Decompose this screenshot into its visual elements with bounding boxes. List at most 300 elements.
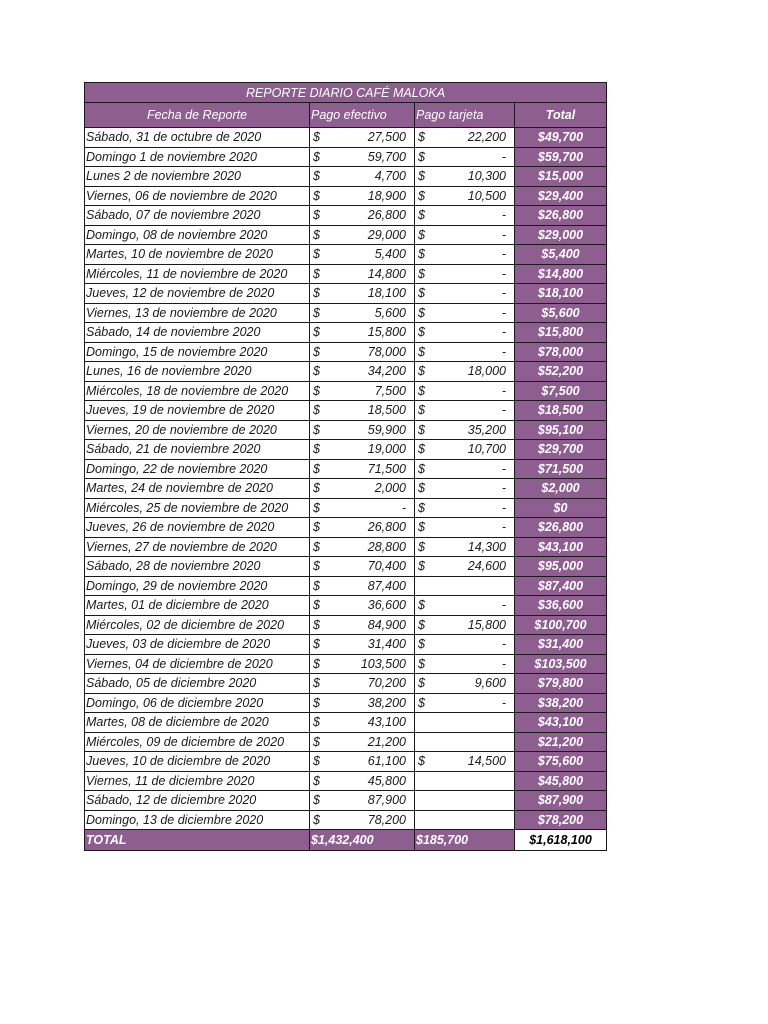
- row-card: [415, 791, 515, 811]
- currency-symbol: $: [418, 188, 425, 203]
- row-cash: [310, 479, 415, 499]
- row-cash-amount: 70,200: [367, 676, 406, 691]
- row-cash-amount: 38,200: [367, 695, 406, 710]
- row-card: [415, 732, 515, 752]
- row-date: Domingo, 22 de noviembre 2020: [85, 459, 310, 479]
- row-card-amount: 10,300: [467, 169, 506, 184]
- currency-symbol: $: [313, 539, 320, 554]
- row-card: [415, 128, 515, 148]
- row-cash-amount: 7,500: [374, 383, 406, 398]
- row-date: Martes, 01 de diciembre de 2020: [85, 596, 310, 616]
- table-row: [85, 654, 607, 674]
- row-card: [415, 206, 515, 226]
- row-total: $14,800: [515, 264, 607, 284]
- row-cash-amount: 18,500: [367, 403, 406, 418]
- row-date: Martes, 08 de diciembre de 2020: [85, 713, 310, 733]
- currency-symbol: $: [418, 325, 425, 340]
- row-card-amount: -: [501, 637, 506, 652]
- row-card: [415, 654, 515, 674]
- row-card-amount: -: [501, 149, 506, 164]
- currency-symbol: $: [418, 364, 425, 379]
- currency-symbol: $: [418, 656, 425, 671]
- currency-symbol: $: [418, 617, 425, 632]
- row-date: Lunes 2 de noviembre 2020: [85, 167, 310, 187]
- row-cash: [310, 518, 415, 538]
- row-cash: [310, 459, 415, 479]
- row-total: $75,600: [515, 752, 607, 772]
- row-cash: [310, 752, 415, 772]
- row-card: [415, 498, 515, 518]
- row-total: $43,100: [515, 713, 607, 733]
- table-row: [85, 693, 607, 713]
- row-cash-amount: -: [401, 500, 406, 515]
- currency-symbol: $: [418, 754, 425, 769]
- row-cash-amount: 78,200: [367, 812, 406, 827]
- row-cash: [310, 810, 415, 830]
- grand-total: $1,618,100: [515, 830, 607, 851]
- currency-symbol: $: [418, 676, 425, 691]
- table-row: [85, 225, 607, 245]
- row-card-amount: -: [501, 383, 506, 398]
- header-total: Total: [515, 103, 607, 128]
- row-card: [415, 479, 515, 499]
- row-total: $36,600: [515, 596, 607, 616]
- row-total: $78,000: [515, 342, 607, 362]
- row-date: Viernes, 06 de noviembre de 2020: [85, 186, 310, 206]
- row-total: $29,700: [515, 440, 607, 460]
- column-header-row: [85, 103, 607, 128]
- row-cash-amount: 59,700: [367, 149, 406, 164]
- row-card: [415, 342, 515, 362]
- row-cash: [310, 303, 415, 323]
- currency-symbol: $: [313, 286, 320, 301]
- row-total: $5,600: [515, 303, 607, 323]
- row-cash-amount: 15,800: [367, 325, 406, 340]
- row-card: [415, 713, 515, 733]
- currency-symbol: $: [313, 422, 320, 437]
- row-total: $100,700: [515, 615, 607, 635]
- row-card: [415, 186, 515, 206]
- row-date: Martes, 24 de noviembre de 2020: [85, 479, 310, 499]
- currency-symbol: $: [313, 364, 320, 379]
- row-cash: [310, 596, 415, 616]
- row-card-amount: 22,200: [467, 130, 506, 145]
- row-cash-amount: 21,200: [367, 734, 406, 749]
- row-cash-amount: 84,900: [367, 617, 406, 632]
- row-cash-amount: 2,000: [374, 481, 406, 496]
- row-card: [415, 518, 515, 538]
- row-cash: [310, 498, 415, 518]
- row-date: Jueves, 10 de diciembre de 2020: [85, 752, 310, 772]
- row-date: Miércoles, 25 de noviembre de 2020: [85, 498, 310, 518]
- row-cash: [310, 264, 415, 284]
- table-row: [85, 167, 607, 187]
- row-card-amount: -: [501, 520, 506, 535]
- table-row: [85, 810, 607, 830]
- row-cash-amount: 59,900: [367, 422, 406, 437]
- row-cash-amount: 87,400: [367, 578, 406, 593]
- currency-symbol: $: [418, 500, 425, 515]
- row-card-amount: 10,500: [467, 188, 506, 203]
- header-cash: Pago efectivo: [310, 103, 415, 128]
- currency-symbol: $: [313, 305, 320, 320]
- row-card-amount: 15,800: [467, 617, 506, 632]
- row-card-amount: -: [501, 461, 506, 476]
- currency-symbol: $: [313, 695, 320, 710]
- currency-symbol: $: [313, 812, 320, 827]
- currency-symbol: $: [313, 325, 320, 340]
- row-date: Miércoles, 09 de diciembre de 2020: [85, 732, 310, 752]
- table-row: [85, 303, 607, 323]
- row-date: Viernes, 27 de noviembre de 2020: [85, 537, 310, 557]
- currency-symbol: $: [418, 149, 425, 164]
- row-cash: [310, 732, 415, 752]
- table-row: [85, 420, 607, 440]
- row-total: $38,200: [515, 693, 607, 713]
- row-total: $29,000: [515, 225, 607, 245]
- table-row: [85, 381, 607, 401]
- report-title-row: [85, 83, 607, 103]
- row-date: Viernes, 13 de noviembre de 2020: [85, 303, 310, 323]
- currency-symbol: $: [313, 676, 320, 691]
- row-cash-amount: 103,500: [360, 656, 406, 671]
- row-card-amount: -: [501, 286, 506, 301]
- row-cash-amount: 70,400: [367, 559, 406, 574]
- currency-symbol: $: [418, 305, 425, 320]
- table-row: [85, 342, 607, 362]
- currency-symbol: $: [313, 188, 320, 203]
- row-total: $26,800: [515, 206, 607, 226]
- currency-symbol: $: [313, 481, 320, 496]
- row-date: Sábado, 14 de noviembre 2020: [85, 323, 310, 343]
- row-card-amount: -: [501, 247, 506, 262]
- row-cash: [310, 791, 415, 811]
- table-row: [85, 147, 607, 167]
- row-date: Miércoles, 18 de noviembre de 2020: [85, 381, 310, 401]
- row-date: Jueves, 12 de noviembre de 2020: [85, 284, 310, 304]
- row-card: [415, 635, 515, 655]
- row-card-amount: -: [501, 481, 506, 496]
- row-total: $18,100: [515, 284, 607, 304]
- row-date: Viernes, 04 de diciembre de 2020: [85, 654, 310, 674]
- row-cash-amount: 43,100: [367, 715, 406, 730]
- currency-symbol: $: [313, 403, 320, 418]
- row-card: [415, 303, 515, 323]
- header-date: Fecha de Reporte: [85, 103, 310, 128]
- row-cash-amount: 61,100: [367, 754, 406, 769]
- table-row: [85, 732, 607, 752]
- row-date: Sábado, 31 de octubre de 2020: [85, 128, 310, 148]
- row-card-amount: -: [501, 266, 506, 281]
- row-date: Sábado, 28 de noviembre 2020: [85, 557, 310, 577]
- table-row: [85, 752, 607, 772]
- row-total: $26,800: [515, 518, 607, 538]
- row-total: $103,500: [515, 654, 607, 674]
- currency-symbol: $: [418, 169, 425, 184]
- row-card: [415, 537, 515, 557]
- row-cash: [310, 128, 415, 148]
- table-row: [85, 245, 607, 265]
- row-card: [415, 362, 515, 382]
- row-card-amount: -: [501, 403, 506, 418]
- row-total: $2,000: [515, 479, 607, 499]
- row-card-amount: 18,000: [467, 364, 506, 379]
- row-total: $29,400: [515, 186, 607, 206]
- currency-symbol: $: [418, 208, 425, 223]
- row-cash: [310, 674, 415, 694]
- currency-symbol: $: [313, 578, 320, 593]
- row-cash: [310, 225, 415, 245]
- row-card: [415, 674, 515, 694]
- report-body: [85, 128, 607, 830]
- currency-symbol: $: [418, 383, 425, 398]
- currency-symbol: $: [418, 559, 425, 574]
- totals-cash: $1,432,400: [310, 830, 415, 851]
- row-cash-amount: 4,700: [374, 169, 406, 184]
- row-date: Domingo, 13 de diciembre 2020: [85, 810, 310, 830]
- row-card: [415, 147, 515, 167]
- row-cash-amount: 26,800: [367, 208, 406, 223]
- row-cash-amount: 34,200: [367, 364, 406, 379]
- row-total: $52,200: [515, 362, 607, 382]
- currency-symbol: $: [313, 208, 320, 223]
- row-card-amount: -: [501, 325, 506, 340]
- row-card: [415, 381, 515, 401]
- row-total: $21,200: [515, 732, 607, 752]
- currency-symbol: $: [313, 461, 320, 476]
- row-cash-amount: 14,800: [367, 266, 406, 281]
- row-total: $0: [515, 498, 607, 518]
- table-row: [85, 518, 607, 538]
- row-cash: [310, 420, 415, 440]
- row-card: [415, 459, 515, 479]
- table-row: [85, 537, 607, 557]
- row-card: [415, 557, 515, 577]
- table-row: [85, 323, 607, 343]
- row-total: $45,800: [515, 771, 607, 791]
- row-card-amount: -: [501, 500, 506, 515]
- row-cash: [310, 206, 415, 226]
- row-cash: [310, 537, 415, 557]
- report-title: REPORTE DIARIO CAFÉ MALOKA: [85, 83, 607, 103]
- daily-report-table: [84, 82, 607, 851]
- currency-symbol: $: [313, 734, 320, 749]
- table-row: [85, 479, 607, 499]
- totals-label: TOTAL: [85, 830, 310, 851]
- row-card-amount: -: [501, 656, 506, 671]
- row-date: Lunes, 16 de noviembre 2020: [85, 362, 310, 382]
- row-card: [415, 810, 515, 830]
- currency-symbol: $: [418, 247, 425, 262]
- currency-symbol: $: [418, 266, 425, 281]
- row-total: $31,400: [515, 635, 607, 655]
- row-date: Domingo, 29 de noviembre 2020: [85, 576, 310, 596]
- row-card: [415, 323, 515, 343]
- row-card-amount: -: [501, 695, 506, 710]
- row-total: $5,400: [515, 245, 607, 265]
- row-card: [415, 440, 515, 460]
- table-row: [85, 596, 607, 616]
- table-row: [85, 557, 607, 577]
- row-cash-amount: 5,400: [374, 247, 406, 262]
- table-row: [85, 771, 607, 791]
- row-card: [415, 771, 515, 791]
- row-date: Viernes, 20 de noviembre de 2020: [85, 420, 310, 440]
- row-date: Domingo, 06 de diciembre 2020: [85, 693, 310, 713]
- currency-symbol: $: [418, 520, 425, 535]
- row-card-amount: 10,700: [467, 442, 506, 457]
- table-row: [85, 791, 607, 811]
- row-cash-amount: 18,900: [367, 188, 406, 203]
- currency-symbol: $: [313, 500, 320, 515]
- row-date: Jueves, 03 de diciembre de 2020: [85, 635, 310, 655]
- row-card: [415, 752, 515, 772]
- currency-symbol: $: [313, 149, 320, 164]
- row-cash: [310, 186, 415, 206]
- row-card: [415, 284, 515, 304]
- row-date: Sábado, 05 de diciembre 2020: [85, 674, 310, 694]
- row-cash: [310, 440, 415, 460]
- row-date: Jueves, 19 de noviembre de 2020: [85, 401, 310, 421]
- row-card: [415, 401, 515, 421]
- row-cash: [310, 245, 415, 265]
- currency-symbol: $: [313, 169, 320, 184]
- row-total: $87,400: [515, 576, 607, 596]
- table-row: [85, 615, 607, 635]
- totals-card: $185,700: [415, 830, 515, 851]
- row-date: Domingo, 15 de noviembre 2020: [85, 342, 310, 362]
- row-card: [415, 245, 515, 265]
- table-row: [85, 206, 607, 226]
- table-row: [85, 284, 607, 304]
- currency-symbol: $: [313, 266, 320, 281]
- header-card: Pago tarjeta: [415, 103, 515, 128]
- row-card: [415, 225, 515, 245]
- currency-symbol: $: [418, 637, 425, 652]
- row-total: $15,000: [515, 167, 607, 187]
- currency-symbol: $: [313, 598, 320, 613]
- totals-row: [85, 830, 607, 851]
- row-card-amount: -: [501, 598, 506, 613]
- table-row: [85, 635, 607, 655]
- currency-symbol: $: [418, 539, 425, 554]
- currency-symbol: $: [313, 656, 320, 671]
- table-row: [85, 713, 607, 733]
- row-card-amount: 24,600: [467, 559, 506, 574]
- row-date: Miércoles, 11 de noviembre de 2020: [85, 264, 310, 284]
- row-cash: [310, 771, 415, 791]
- row-card-amount: -: [501, 208, 506, 223]
- currency-symbol: $: [313, 715, 320, 730]
- currency-symbol: $: [418, 286, 425, 301]
- row-card-amount: -: [501, 305, 506, 320]
- row-cash-amount: 31,400: [367, 637, 406, 652]
- table-row: [85, 401, 607, 421]
- currency-symbol: $: [313, 442, 320, 457]
- currency-symbol: $: [418, 344, 425, 359]
- row-cash: [310, 654, 415, 674]
- row-cash-amount: 27,500: [367, 130, 406, 145]
- row-total: $87,900: [515, 791, 607, 811]
- currency-symbol: $: [418, 461, 425, 476]
- currency-symbol: $: [418, 403, 425, 418]
- row-card-amount: 14,300: [467, 539, 506, 554]
- table-row: [85, 576, 607, 596]
- row-date: Martes, 10 de noviembre de 2020: [85, 245, 310, 265]
- row-total: $18,500: [515, 401, 607, 421]
- row-card: [415, 596, 515, 616]
- row-cash-amount: 19,000: [367, 442, 406, 457]
- row-cash: [310, 693, 415, 713]
- table-row: [85, 128, 607, 148]
- row-cash-amount: 36,600: [367, 598, 406, 613]
- currency-symbol: $: [313, 383, 320, 398]
- currency-symbol: $: [313, 754, 320, 769]
- row-card-amount: 14,500: [467, 754, 506, 769]
- row-cash: [310, 362, 415, 382]
- row-total: $79,800: [515, 674, 607, 694]
- currency-symbol: $: [313, 637, 320, 652]
- row-cash-amount: 78,000: [367, 344, 406, 359]
- row-cash: [310, 167, 415, 187]
- currency-symbol: $: [418, 227, 425, 242]
- row-cash: [310, 147, 415, 167]
- row-total: $43,100: [515, 537, 607, 557]
- currency-symbol: $: [313, 559, 320, 574]
- row-card: [415, 693, 515, 713]
- row-date: Miércoles, 02 de diciembre de 2020: [85, 615, 310, 635]
- row-date: Viernes, 11 de diciembre 2020: [85, 771, 310, 791]
- row-cash-amount: 18,100: [367, 286, 406, 301]
- currency-symbol: $: [418, 130, 425, 145]
- row-cash: [310, 401, 415, 421]
- row-date: Jueves, 26 de noviembre de 2020: [85, 518, 310, 538]
- table-row: [85, 674, 607, 694]
- row-cash: [310, 381, 415, 401]
- table-row: [85, 498, 607, 518]
- row-total: $95,000: [515, 557, 607, 577]
- currency-symbol: $: [418, 695, 425, 710]
- row-total: $15,800: [515, 323, 607, 343]
- currency-symbol: $: [313, 247, 320, 262]
- currency-symbol: $: [313, 130, 320, 145]
- row-date: Domingo 1 de noviembre 2020: [85, 147, 310, 167]
- currency-symbol: $: [418, 442, 425, 457]
- currency-symbol: $: [313, 793, 320, 808]
- currency-symbol: $: [418, 598, 425, 613]
- row-cash: [310, 284, 415, 304]
- row-date: Domingo, 08 de noviembre 2020: [85, 225, 310, 245]
- row-card: [415, 576, 515, 596]
- row-card-amount: -: [501, 227, 506, 242]
- row-cash-amount: 45,800: [367, 773, 406, 788]
- row-date: Sábado, 07 de noviembre 2020: [85, 206, 310, 226]
- row-total: $59,700: [515, 147, 607, 167]
- row-cash: [310, 615, 415, 635]
- currency-symbol: $: [313, 617, 320, 632]
- table-row: [85, 264, 607, 284]
- row-cash: [310, 576, 415, 596]
- row-cash: [310, 557, 415, 577]
- row-date: Sábado, 21 de noviembre 2020: [85, 440, 310, 460]
- currency-symbol: $: [313, 773, 320, 788]
- row-cash: [310, 342, 415, 362]
- row-card: [415, 615, 515, 635]
- currency-symbol: $: [418, 422, 425, 437]
- row-cash-amount: 5,600: [374, 305, 406, 320]
- row-cash: [310, 713, 415, 733]
- table-row: [85, 362, 607, 382]
